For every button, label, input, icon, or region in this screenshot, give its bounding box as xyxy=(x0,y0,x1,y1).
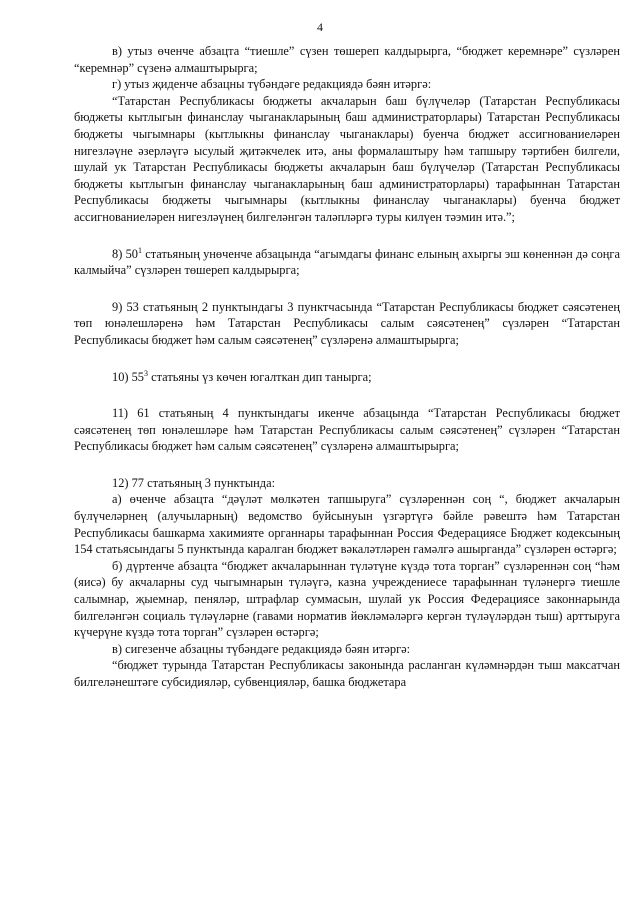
paragraph-11: 11) 61 статьяның 4 пунктындагы икенче абзацында “Татарстан Республикасы бюджет сәясәтенең төп юнәлешләре һәм Татарстан Республикасы салым сәясәтенең” сүзләрен “Татарстан Республикасы бюджет һәм салым сәясәтенең” сүзләренә алмаштырырга; xyxy=(74,406,620,454)
page-number: 4 xyxy=(317,20,323,34)
paragraph-12: 12) 77 статьяның 3 пунктында: xyxy=(112,475,276,490)
paragraph-9: 9) 53 статьяның 2 пунктындагы 3 пунктчасында “Татарстан Республикасы бюджет сәясәтенең төп юнәлешләренә һәм Татарстан Республикасы салым сәясәтенең” сүзләрен “Татарстан Республикасы бюджет һәм салым сәясәтенең” сүзләренә алмаштырырга; xyxy=(74,299,620,347)
paragraph-12v: в) сигезенче абзацны түбәндәге редакциядә бәян итәргә: xyxy=(112,641,411,656)
paragraph-tail: “бюджет турында Татарстан Республикасы законында расланган күләмнәрдән тыш максатчан билгеләнештәге субсидияләр, субвенцияләр, башка бюджетара xyxy=(74,658,620,689)
item-8-superscript: 1 xyxy=(137,245,142,255)
paragraph-g: г) утыз җиденче абзацны түбәндәге редакциядә бәян итәргә: xyxy=(112,77,432,92)
item-10-text: статьяны үз көчен югалткан дип танырга; xyxy=(148,369,372,384)
item-10-number: 10) 55 xyxy=(112,369,145,384)
paragraph-12b: б) дүртенче абзацта “бюджет акчаларыннан түләтүне күздә тота торган” сүзләреннән соң “һәм (яисә) бу акчаларны суд чыгымнарын түләүгә, казна учреждениесе тарафыннан түләнергә тиешле салымнар, җыемнар, пеняләр, штрафлар суммасын, шулай ук Россия Федерациясе законнарында билгеләнгән социаль түләүләрне (гавами норматив йөкләмәләргә кергән түләүләрдән тыш) арттыруга күчерүне күздә тота торган” сүзләрен өстәргә; xyxy=(74,558,620,640)
paragraph-quote: “Татарстан Республикасы бюджеты акчаларын баш бүлүчеләр (Татарстан Республикасы бюджеты кытлыгын финанслау чыганакларының баш администраторлары) Татарстан Республикасы бюджеты чыгымнары (кытлыкны финанслау чыганаклары) буенча бюджет ассигнованиеләрен нигезләүне әзерләүгә ысулый җитәкчелек итә, аны формалаштыру һәм тапшыру тәртибен билгели, шулай ук Татарстан Республикасы бюджеты акчаларын баш бүлүчеләр (Татарстан Республикасы бюджеты кытлыгын финанслау чыганакларының баш администраторлары) тарафыннан Татарстан Республикасы бюджеты чыгымнары (кытлыкны финанслау чыганаклары) буенча бюджет ассигнованиеләрен нигезләүнең билгеләнгән таләпләргә туры килүен тәэмин итә.”; xyxy=(74,93,620,224)
item-10-superscript: 3 xyxy=(144,368,149,378)
item-8-text: статьяның унөченче абзацында “агымдагы финанс елының ахыргы эш көненнән дә соңга калмыйча” сүзләрен төшереп калдырырга; xyxy=(74,246,620,278)
document-body xyxy=(74,43,620,691)
item-8-number: 8) 50 xyxy=(112,246,138,261)
paragraph-8 xyxy=(74,246,620,279)
paragraph-10 xyxy=(74,369,620,386)
paragraph-v: в) утыз өченче абзацта “тиешле” сүзен төшереп калдырырга, “бюджет керемнәре” сүзләрен “керемнәр” сүзенә алмаштырырга; xyxy=(74,44,620,75)
paragraph-12a: а) өченче абзацта “дәүләт мөлкәтен тапшыруга” сүзләреннән соң “, бюджет акчаларын бүлүчеләрнең (алучыларның) ведомство буйсынуын үзгәртүгә бәйле рәвештә һәм Татарстан Республикасы башкарма хакимияте органнары тарафыннан Россия Федерациясе Бюджет кодексының 154 статьясындагы 5 пунктында каралган бюджет вәкаләтләрен гамәлгә ашырганда” сүзләрен өстәргә; xyxy=(74,492,620,557)
